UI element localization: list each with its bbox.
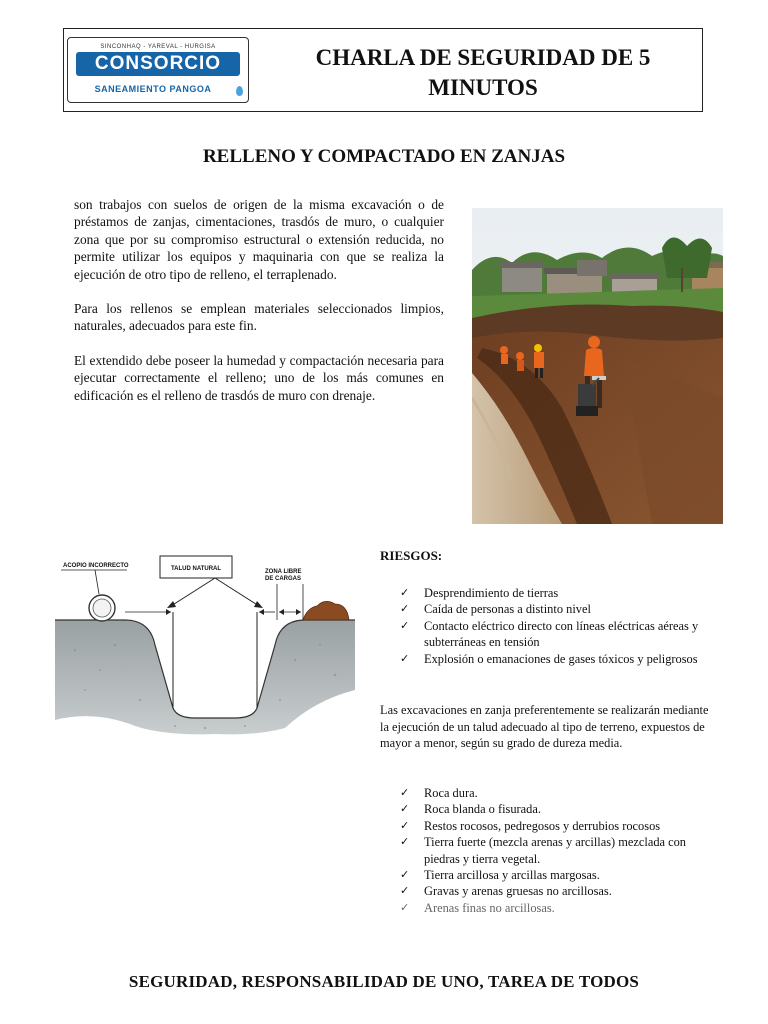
risk-text: Explosión o emanaciones de gases tóxicos y peligrosos	[424, 651, 698, 666]
diagram-label-zona-1: ZONA LIBRE	[265, 569, 302, 575]
company-logo	[67, 37, 249, 103]
list-item	[400, 785, 710, 801]
check-icon: ✓	[400, 868, 410, 882]
risks-list	[400, 585, 710, 667]
risk-text: Desprendimiento de tierras	[424, 586, 559, 600]
list-item	[400, 834, 710, 867]
list-item	[400, 801, 710, 817]
list-item	[400, 618, 710, 651]
list-item	[400, 651, 710, 667]
intro-text	[74, 196, 444, 421]
check-icon: ✓	[400, 884, 410, 898]
water-drop-icon	[236, 86, 243, 96]
intro-paragraph: son trabajos con suelos de origen de la misma excavación o de préstamos de zanjas, cimentaciones, trasdós de muro, o cualquier zona que por su compromiso estructural o extensión reducida, no permite utilizar los equipos y maquinaria con que se realiza la ejecución de otro tipo de relleno, el terraplenado.	[74, 197, 444, 282]
risk-text: Contacto eléctrico directo con líneas eléctricas aéreas y subterráneas en tensión	[424, 618, 699, 650]
soil-type-text: Roca dura.	[424, 786, 478, 800]
list-item	[400, 585, 710, 601]
soil-type-text: Restos rocosos, pedregosos y derrubios rocosos	[424, 818, 661, 833]
ground-section	[55, 620, 355, 734]
header-title-line-2: MINUTOS	[428, 75, 538, 100]
soil-type-text: Gravas y arenas gruesas no arcillosas.	[424, 884, 612, 899]
excavation-paragraph: Las excavaciones en zanja preferentemente se realizarán mediante la ejecución de un talud adecuado al tipo de terreno, expuestos de mayor a menor, según su grado de dureza media.	[380, 703, 709, 751]
check-icon: ✓	[400, 602, 410, 616]
check-icon: ✓	[400, 802, 410, 816]
intro-paragraph: El extendido debe poseer la humedad y compactación necesaria para ejecutar correctamente el relleno; uno de los más comunes en edificación es el relleno de trasdós de muro con drenaje.	[74, 352, 444, 403]
risks-heading: RIESGOS:	[380, 548, 443, 563]
logo-partners: SINCONHAQ - YAREVAL - HURGISA	[100, 44, 216, 50]
list-item	[400, 900, 710, 916]
header-title	[274, 43, 692, 103]
check-icon: ✓	[400, 618, 410, 632]
pipe-icon	[89, 595, 115, 621]
logo-subtitle: SANEAMIENTO PANGOA	[94, 84, 212, 94]
check-icon: ✓	[400, 786, 410, 799]
logo-name: CONSORCIO	[76, 52, 240, 76]
check-icon: ✓	[400, 818, 410, 832]
header-box	[63, 28, 703, 112]
soil-types-list	[400, 785, 710, 916]
footer-slogan: SEGURIDAD, RESPONSABILIDAD DE UNO, TAREA DE TODOS	[128, 972, 640, 991]
soil-type-text: Tierra fuerte (mezcla arenas y arcillas) mezclada con piedras y tierra vegetal.	[424, 835, 687, 866]
check-icon: ✓	[400, 651, 410, 665]
trench-diagram	[55, 550, 355, 736]
soil-pile-icon	[303, 601, 349, 620]
check-icon: ✓	[400, 900, 410, 914]
soil-type-text: Tierra arcillosa y arcillas margosas.	[424, 868, 600, 883]
risk-text: Caída de personas a distinto nivel	[424, 602, 591, 617]
diagram-label-zona-2: DE CARGAS	[265, 576, 302, 582]
trench-photo	[472, 208, 723, 524]
check-icon: ✓	[400, 586, 410, 599]
header-title-line-1: CHARLA DE SEGURIDAD DE 5	[315, 45, 651, 70]
diagram-label-acopio: ACOPIO INCORRECTO	[63, 563, 129, 569]
list-item	[400, 601, 710, 617]
document-title: RELLENO Y COMPACTADO EN ZANJAS	[202, 146, 566, 167]
soil-type-text: Roca blanda o fisurada.	[424, 802, 541, 817]
intro-paragraph: Para los rellenos se emplean materiales seleccionados limpios, naturales, adecuados para este fin.	[74, 301, 444, 334]
soil-type-text: Arenas finas no arcillosas.	[424, 900, 555, 915]
list-item	[400, 883, 710, 899]
list-item	[400, 818, 710, 834]
check-icon: ✓	[400, 835, 410, 849]
list-item	[400, 867, 710, 883]
diagram-label-talud: TALUD NATURAL	[170, 566, 222, 572]
